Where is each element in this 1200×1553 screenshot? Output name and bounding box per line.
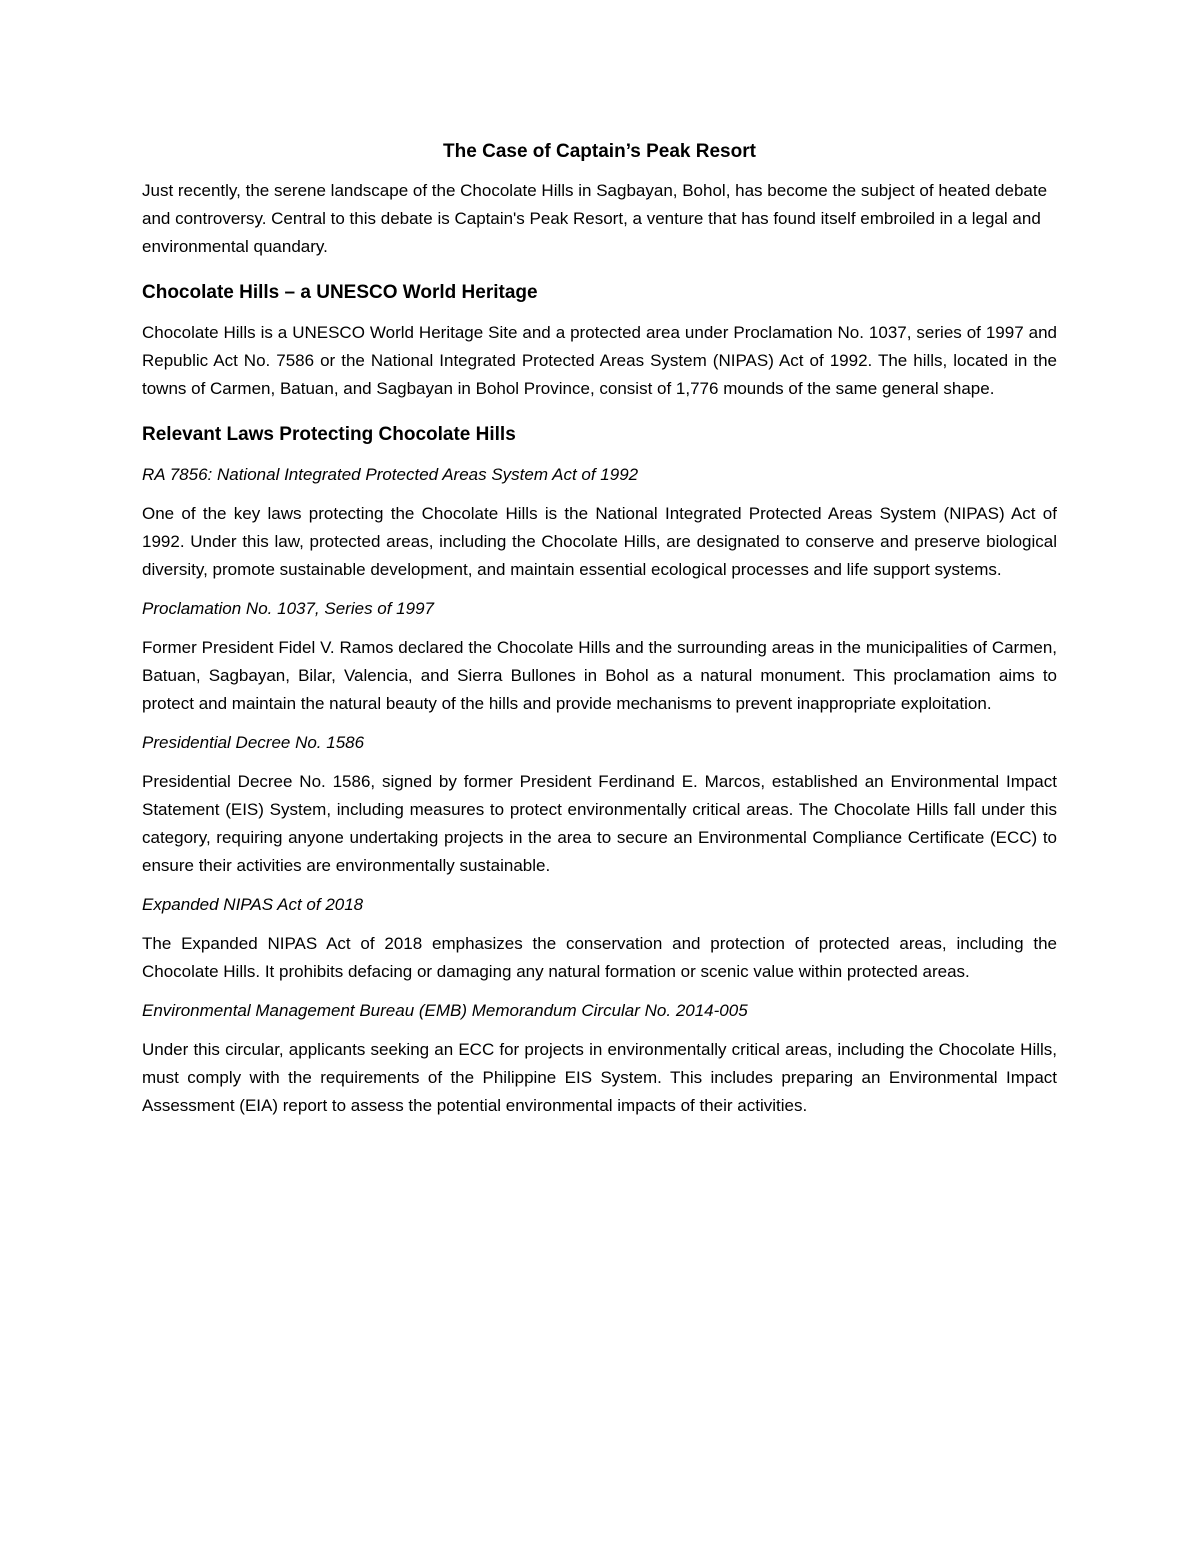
law-body-nipas-1992: One of the key laws protecting the Chocolate Hills is the National Integrated Protected Areas System (NIPAS) Act of 1992. Under this law, protected areas, including the Chocolate Hills, are designated to conserve and preserve biological diversity, promote sustainable development, and maintain essential ecological processes and life support systems. [142, 504, 1057, 579]
law-title-proclamation-1037: Proclamation No. 1037, Series of 1997 [142, 599, 435, 618]
law-title-nipas-1992: RA 7856: National Integrated Protected Areas System Act of 1992 [142, 465, 639, 484]
section-heading-laws: Relevant Laws Protecting Chocolate Hills [142, 424, 516, 445]
unesco-paragraph: Chocolate Hills is a UNESCO World Heritage Site and a protected area under Proclamation No. 1037, series of 1997 and Republic Act No. 7586 or the National Integrated Protected Areas System (NIPAS) Act of 1992. The hills, located in the towns of Carmen, Batuan, and Sagbayan in Bohol Province, consist of 1,776 mounds of the same general shape. [142, 323, 1057, 398]
law-body-proclamation-1037: Former President Fidel V. Ramos declared the Chocolate Hills and the surrounding areas in the municipalities of Carmen, Batuan, Sagbayan, Bilar, Valencia, and Sierra Bullones in Bohol as a natural monument. This proclamation aims to protect and maintain the natural beauty of the hills and provide mechanisms to prevent inappropriate exploitation. [142, 638, 1057, 713]
law-title-expanded-nipas: Expanded NIPAS Act of 2018 [142, 895, 364, 914]
law-body-expanded-nipas: The Expanded NIPAS Act of 2018 emphasizes the conservation and protection of protected areas, including the Chocolate Hills. It prohibits defacing or damaging any natural formation or scenic value within protected areas. [142, 934, 1057, 981]
document-page [142, 138, 1057, 1131]
section-heading-unesco: Chocolate Hills – a UNESCO World Heritage [142, 282, 538, 303]
law-body-emb-circular: Under this circular, applicants seeking an ECC for projects in environmentally critical areas, including the Chocolate Hills, must comply with the requirements of the Philippine EIS System. This includes preparing an Environmental Impact Assessment (EIA) report to assess the potential environmental impacts of their activities. [142, 1040, 1057, 1115]
law-body-pd-1586: Presidential Decree No. 1586, signed by former President Ferdinand E. Marcos, established an Environmental Impact Statement (EIS) System, including measures to protect environmentally critical areas. The Chocolate Hills fall under this category, requiring anyone undertaking projects in the area to secure an Environmental Compliance Certificate (ECC) to ensure their activities are environmentally sustainable. [142, 772, 1057, 875]
intro-paragraph: Just recently, the serene landscape of the Chocolate Hills in Sagbayan, Bohol, has become the subject of heated debate and controversy. Central to this debate is Captain's Peak Resort, a venture that has found itself embroiled in a legal and environmental quandary. [142, 181, 1048, 256]
law-title-emb-circular: Environmental Management Bureau (EMB) Memorandum Circular No. 2014-005 [142, 1001, 748, 1020]
law-title-pd-1586: Presidential Decree No. 1586 [142, 733, 365, 752]
page-title: The Case of Captain’s Peak Resort [443, 141, 756, 162]
